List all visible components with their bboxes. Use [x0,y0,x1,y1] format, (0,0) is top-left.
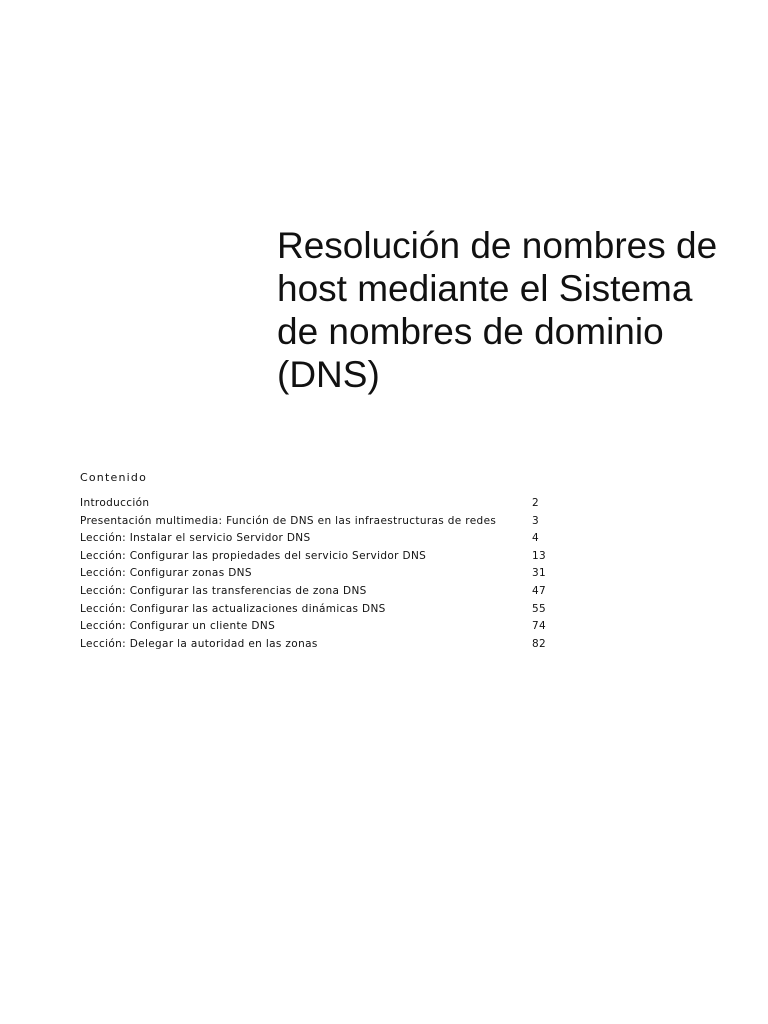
toc-entry [80,584,560,602]
toc-entry-page: 2 [532,497,540,509]
toc-entry [80,531,560,549]
document-title-line: de nombres de dominio [277,311,664,352]
table-of-contents [80,496,560,654]
toc-entry [80,549,560,567]
toc-entry-label: Presentación multimedia: Función de DNS en las infraestructuras de redes [80,514,497,527]
toc-entry [80,496,560,514]
contents-heading: Contenido [80,471,148,484]
toc-entry-page: 47 [532,584,547,597]
toc-entry [80,566,560,584]
toc-entry-label: Lección: Instalar el servicio Servidor DNS [80,532,311,545]
document-title-line: Resolución de nombres de [277,225,718,266]
toc-entry-page: 4 [532,532,540,545]
toc-entry-label: Lección: Configurar las transferencias de zona DNS [80,584,367,597]
document-title [277,224,747,396]
toc-entry-label: Lección: Configurar las propiedades del servicio Servidor DNS [80,549,427,562]
toc-entry-page: 55 [532,602,547,615]
toc-entry-page: 3 [532,514,540,527]
toc-entry [80,602,560,620]
toc-entry-label: Lección: Configurar las actualizaciones dinámicas DNS [80,602,386,615]
toc-entry-label: Lección: Configurar un cliente DNS [80,620,276,633]
toc-entry-label: Introducción [80,497,150,509]
toc-entry-page: 31 [532,567,547,580]
toc-entry-page: 13 [532,549,547,562]
toc-entry [80,514,560,532]
toc-entry-label: Lección: Delegar la autoridad en las zonas [80,637,318,650]
toc-entry [80,619,560,637]
toc-entry-label: Lección: Configurar zonas DNS [80,567,252,580]
toc-entry [80,637,560,655]
toc-entry-page: 74 [532,620,547,633]
toc-entry-page: 82 [532,637,547,650]
document-title-line: (DNS) [277,354,380,395]
document-title-line: host mediante el Sistema [277,268,693,309]
